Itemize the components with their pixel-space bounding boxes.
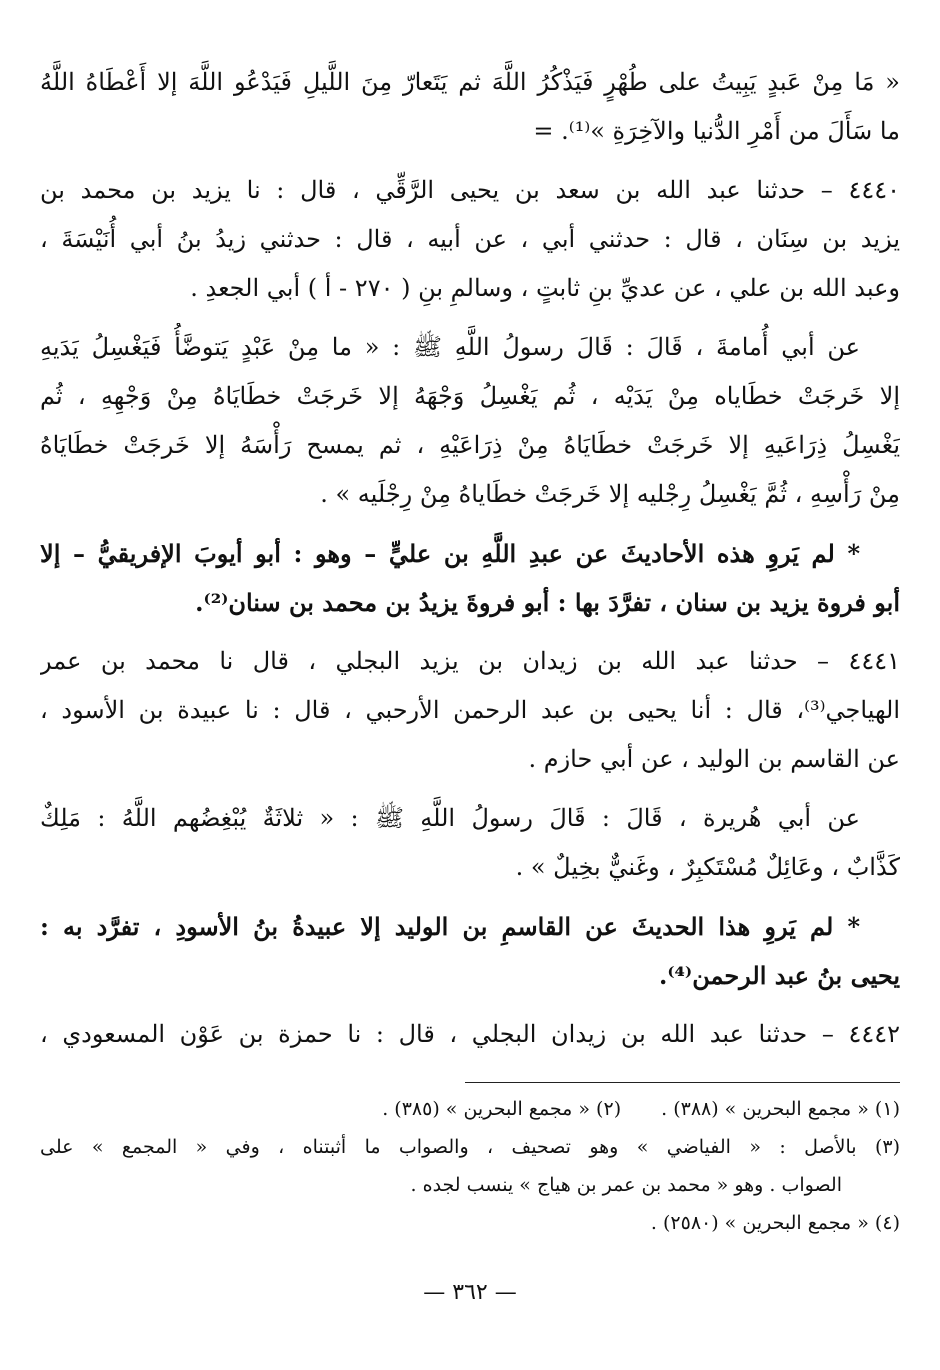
- text-line: * لم يَروِ هذه الأحاديثَ عن عبدِ اللَّهِ بن عليٍّ – وهو : أبو أيوبَ الإفريقيُّ – إلا: [40, 539, 860, 568]
- text-line: يحيى بنُ عبد الرحمن⁽⁴⁾.: [659, 961, 900, 990]
- footnote-divider: [465, 1082, 900, 1083]
- text-line: عن القاسم بن الوليد ، عن أبي حازم .: [528, 745, 900, 773]
- page-number: — ٣٦٢ —: [423, 1280, 517, 1305]
- text-line: يَغْسِلُ ذِرَاعَيهِ إلا خَرجَتْ خطَايَاهُ مِنْ ذِرَاعَيْهِ ، ثم يمسح رَأْسَهُ إلا خَرجَتْ خطَايَاهُ: [40, 431, 900, 459]
- text-line: عن أبي أُمامةَ ، قَالَ : قَالَ رسولُ اللَّهِ ﷺ : « ما مِنْ عَبْدٍ يَتوضَّأُ فَيَغْسِلُ يَدَيهِ: [40, 333, 860, 361]
- paragraph-gap: [40, 627, 900, 637]
- text-line: الهياجي⁽³⁾، قال : أنا يحيى بن عبد الرحمن الأرحبي ، قال : نا عبيدة بن الأسود ،: [40, 696, 900, 724]
- text-line: ٤٤٤١ – حدثنا عبد الله بن زيدان بن يزيد البجلي ، قال نا محمد بن عمر: [40, 647, 900, 675]
- footnote-2: (٢) « مجمع البحرين » (٣٨٥) .: [382, 1098, 622, 1120]
- text-line: عن أبي هُريرة ، قَالَ : قَالَ رسولُ اللَّهِ ﷺ : « ثلاثَةٌ يُبْغِضُهم اللَّهُ : مَلِكٌ: [40, 804, 860, 832]
- paragraph-gap: [40, 784, 900, 794]
- text-line: ٤٤٤٠ – حدثنا عبد الله بن سعد بن يحيى الرَّقِّي ، قال : نا يزيد بن محمد بن: [40, 176, 900, 204]
- text-line: * لم يَروِ هذا الحديثَ عن القاسمِ بن الوليد إلا عبيدةُ بنُ الأسودِ ، تفرَّد به :: [40, 912, 860, 941]
- paragraph-gap: [40, 1000, 900, 1010]
- footnote-4: (٤) « مجمع البحرين » (٢٥٨٠) .: [650, 1212, 900, 1234]
- text-line: كَذَّابٌ ، وعَائِلٌ مُسْتَكبِرٌ ، وغَنيٌّ بخِيلٌ » .: [515, 853, 900, 881]
- paragraph-gap: [40, 313, 900, 323]
- text-line: « مَا مِنْ عَبدٍ يَبِيتُ على طُهْرٍ فَيَذْكُرُ اللَّهَ ثم يَتَعارّ مِنَ اللَّيلِ فَيَدْعُو اللَّهَ إلا أَعْطَاهُ اللَّهُ: [40, 68, 900, 96]
- text-line: أبو فروة يزيد بن سنان ، تفرَّدَ بها : أبو فروةَ يزيدُ بن محمد بن سنان⁽²⁾.: [195, 588, 900, 617]
- text-line: ٤٤٤٢ – حدثنا عبد الله بن زيدان البجلي ، قال : نا حمزة بن عَوْن المسعودي ،: [40, 1020, 900, 1048]
- paragraph-gap: [40, 519, 900, 529]
- text-line: مِنْ رَأْسِهِ ، ثُمَّ يَغْسِلُ رِجْليه إلا خَرجَتْ خطَاياهُ مِنْ رِجْلَيه » .: [320, 480, 900, 508]
- paragraph-gap: [40, 156, 900, 166]
- text-line: يزيد بن سِنَان ، قال : حدثني أبي ، عن أبيه ، قال : حدثني زيدُ بنُ أبي أُنَيْسَةَ ،: [40, 225, 900, 253]
- footnote-row: [40, 1090, 900, 1128]
- text-line: إلا خَرجَتْ خطَاياه مِنْ يَدَيْه ، ثُم يَغْسِلُ وَجْهَهُ إلا خَرجَتْ خطَايَاهُ مِنْ وَجْهِهِ ، ثُم: [40, 382, 900, 410]
- text-line: ما سَأَلَ من أَمْرِ الدُّنيا والآخِرَةِ »⁽¹⁾. =: [533, 117, 900, 145]
- paragraph-gap: [40, 892, 900, 902]
- footnotes: [40, 1090, 900, 1242]
- text-line: وعبد الله بن علي ، عن عديِّ بنِ ثابتٍ ، وسالمِ بنِ ( ٢٧٠ - أ ) أبي الجعدِ .: [190, 274, 900, 302]
- footnote-1: (١) « مجمع البحرين » (٣٨٨) .: [661, 1098, 900, 1120]
- footnote-3-continuation: الصواب . وهو « محمد بن عمر بن هياج » ينسب لجده .: [410, 1174, 842, 1196]
- body-text: [40, 58, 900, 1059]
- footnote-3: (٣) بالأصل : « الفياضي » وهو تصحيف ، والصواب ما أثبتناه ، وفي « المجمع » على: [40, 1136, 900, 1158]
